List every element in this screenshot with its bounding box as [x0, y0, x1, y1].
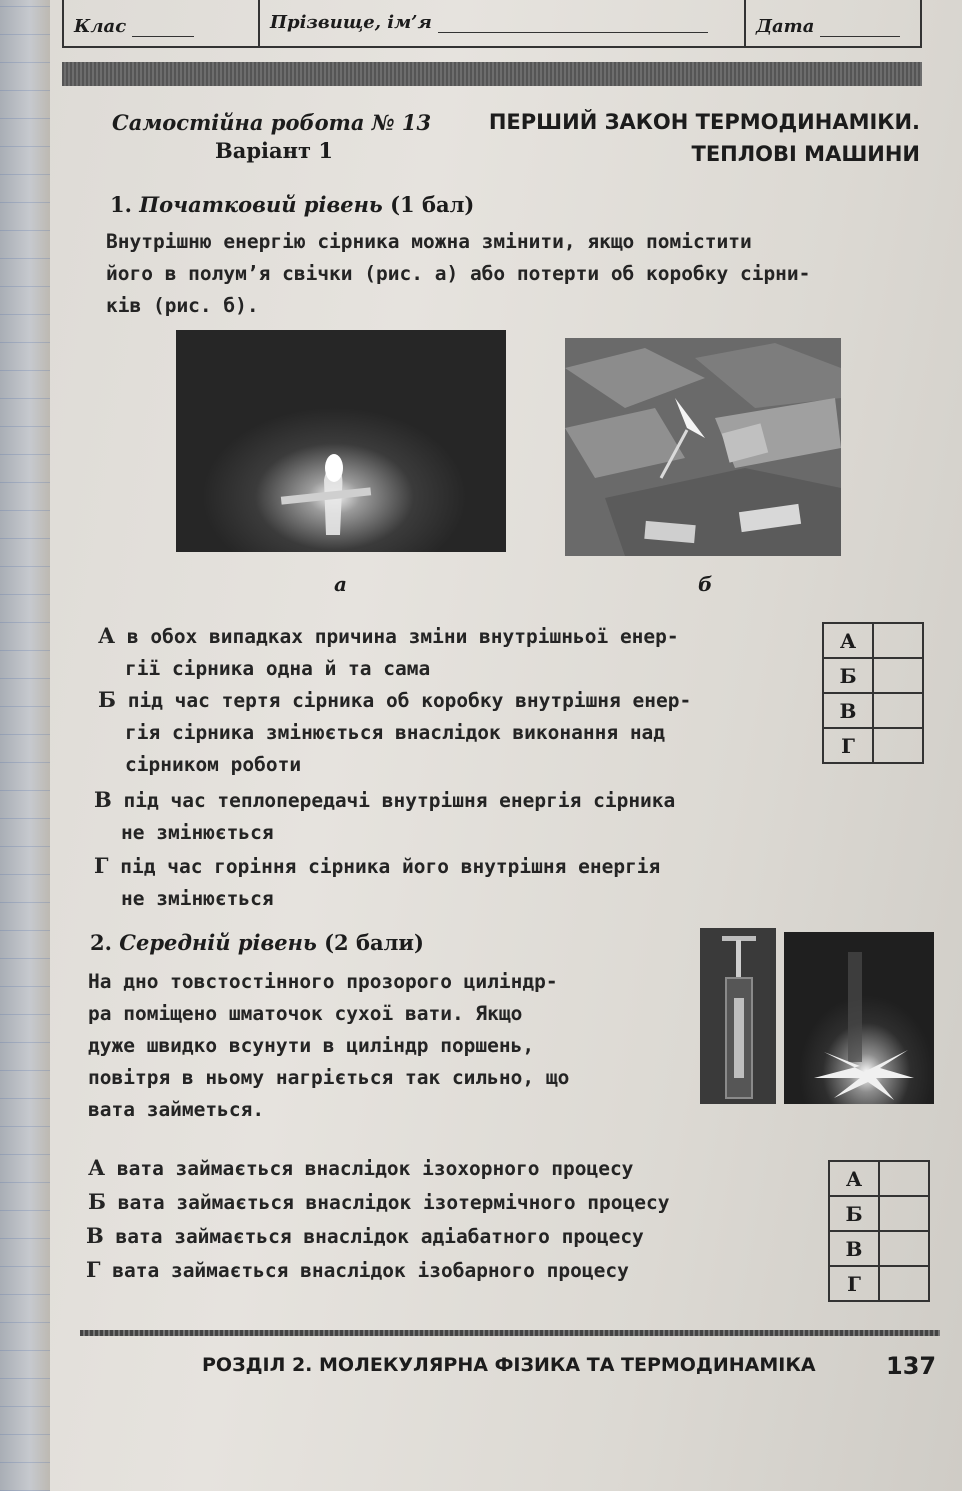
- task1-answer-grid: [822, 622, 924, 764]
- answer-cell[interactable]: [873, 693, 923, 728]
- student-info-header: [62, 0, 922, 48]
- option-letter: Б: [88, 1189, 106, 1214]
- task1-text-line: його в полум’я свічки (рис. а) або потерти об коробку сірни-: [106, 262, 811, 285]
- figure-a-photo: [176, 330, 506, 552]
- name-field[interactable]: [438, 32, 708, 33]
- task1-heading: [110, 192, 474, 217]
- option-text: гії сірника одна й та сама: [125, 657, 431, 680]
- header-band: [62, 62, 922, 86]
- option-text: вата займається внаслідок адіабатного процесу: [115, 1225, 644, 1248]
- match-box-image: [565, 338, 841, 556]
- task1-level: Початковий рівень: [139, 192, 383, 217]
- answer-cell[interactable]: [873, 728, 923, 763]
- footer-rule: [80, 1330, 940, 1336]
- option-text: в обох випадках причина зміни внутрішньої енер-: [126, 625, 679, 648]
- task2-option-b: [88, 1186, 669, 1219]
- option-text: під час горіння сірника його внутрішня енергія: [120, 855, 661, 878]
- option-letter: А: [98, 623, 116, 648]
- option-text: вата займається внаслідок ізохорного процесу: [116, 1157, 634, 1180]
- task2-option-d: [86, 1254, 629, 1287]
- option-letter: Г: [94, 853, 109, 878]
- name-label: Прізвище, ім’я: [270, 12, 432, 33]
- date-cell: [746, 0, 920, 46]
- task2-heading: [90, 930, 424, 955]
- task1-text: [106, 226, 936, 322]
- piston-cylinder-image: [700, 928, 776, 1104]
- footer-section: РОЗДІЛ 2. МОЛЕКУЛЯРНА ФІЗИКА ТА ТЕРМОДИНАМІКА: [202, 1354, 816, 1376]
- option-text: сірником роботи: [125, 753, 302, 776]
- work-title: Самостійна робота № 13: [112, 110, 432, 135]
- option-letter: В: [94, 787, 112, 812]
- task2-text-line: дуже швидко всунути в циліндр поршень,: [88, 1034, 535, 1057]
- answer-cell[interactable]: [873, 658, 923, 693]
- task2-text-line: повітря в ньому нагріється так сильно, що: [88, 1066, 570, 1089]
- grid-letter: А: [823, 623, 873, 658]
- page-number: 137: [886, 1352, 937, 1380]
- option-letter: А: [88, 1155, 106, 1180]
- task2-text-line: ра поміщено шматочок сухої вати. Якщо: [88, 1002, 523, 1025]
- grid-letter: Г: [829, 1266, 879, 1301]
- task2-points: (2 бали): [324, 930, 424, 955]
- grid-letter: А: [829, 1161, 879, 1196]
- task1-option-c: [94, 784, 675, 849]
- ignition-photo: [784, 932, 934, 1104]
- option-letter: В: [86, 1223, 104, 1248]
- option-text: під час теплопередачі внутрішня енергія сірника: [123, 789, 676, 812]
- option-text: вата займається внаслідок ізобарного процесу: [112, 1259, 629, 1282]
- topic-line-1: ПЕРШИЙ ЗАКОН ТЕРМОДИНАМІКИ.: [488, 110, 920, 134]
- task2-text-line: вата займеться.: [88, 1098, 265, 1121]
- name-cell: [260, 0, 746, 46]
- task2-option-c: [86, 1220, 644, 1253]
- task2-number: 2.: [90, 930, 112, 955]
- task1-points: (1 бал): [390, 192, 475, 217]
- answer-cell[interactable]: [879, 1231, 929, 1266]
- option-text: не змінюється: [121, 887, 274, 910]
- figure-a-caption: а: [334, 572, 347, 596]
- class-cell: [64, 0, 260, 46]
- task2-option-a: [88, 1152, 633, 1185]
- date-field[interactable]: [820, 36, 900, 37]
- task2-text-line: На дно товстостінного прозорого циліндр-: [88, 970, 558, 993]
- task1-number: 1.: [110, 192, 132, 217]
- grid-letter: Б: [829, 1196, 879, 1231]
- grid-letter: В: [823, 693, 873, 728]
- figure-b-caption: б: [698, 572, 713, 596]
- answer-cell[interactable]: [873, 623, 923, 658]
- task1-option-d: [94, 850, 660, 915]
- candle-flame-image: [176, 330, 506, 552]
- task1-text-line: ків (рис. б).: [106, 294, 259, 317]
- cylinder-photo: [700, 928, 776, 1104]
- option-text: вата займається внаслідок ізотермічного процесу: [117, 1191, 670, 1214]
- grid-letter: Б: [823, 658, 873, 693]
- task1-option-a: [98, 620, 679, 685]
- task1-option-b: [98, 684, 691, 781]
- option-text: не змінюється: [121, 821, 274, 844]
- option-text: під час тертя сірника об коробку внутрішня енер-: [127, 689, 692, 712]
- notebook-grid: [0, 0, 50, 1491]
- task2-answer-grid: [828, 1160, 930, 1302]
- answer-cell[interactable]: [879, 1266, 929, 1301]
- answer-cell[interactable]: [879, 1161, 929, 1196]
- figure-b-photo: [565, 338, 841, 556]
- grid-letter: В: [829, 1231, 879, 1266]
- class-label: Клас: [74, 16, 127, 37]
- option-letter: Б: [98, 687, 116, 712]
- grid-letter: Г: [823, 728, 873, 763]
- class-field[interactable]: [132, 36, 194, 37]
- variant-label: Варіант 1: [215, 138, 333, 163]
- topic-line-2: ТЕПЛОВІ МАШИНИ: [691, 142, 920, 166]
- task2-text: [88, 966, 688, 1126]
- task2-level: Середній рівень: [119, 930, 317, 955]
- task1-text-line: Внутрішню енергію сірника можна змінити, якщо помістити: [106, 230, 752, 253]
- option-text: гія сірника змінюється внаслідок виконання над: [125, 721, 666, 744]
- date-label: Дата: [756, 16, 815, 37]
- answer-cell[interactable]: [879, 1196, 929, 1231]
- cotton-ignition-image: [784, 932, 934, 1104]
- option-letter: Г: [86, 1257, 101, 1282]
